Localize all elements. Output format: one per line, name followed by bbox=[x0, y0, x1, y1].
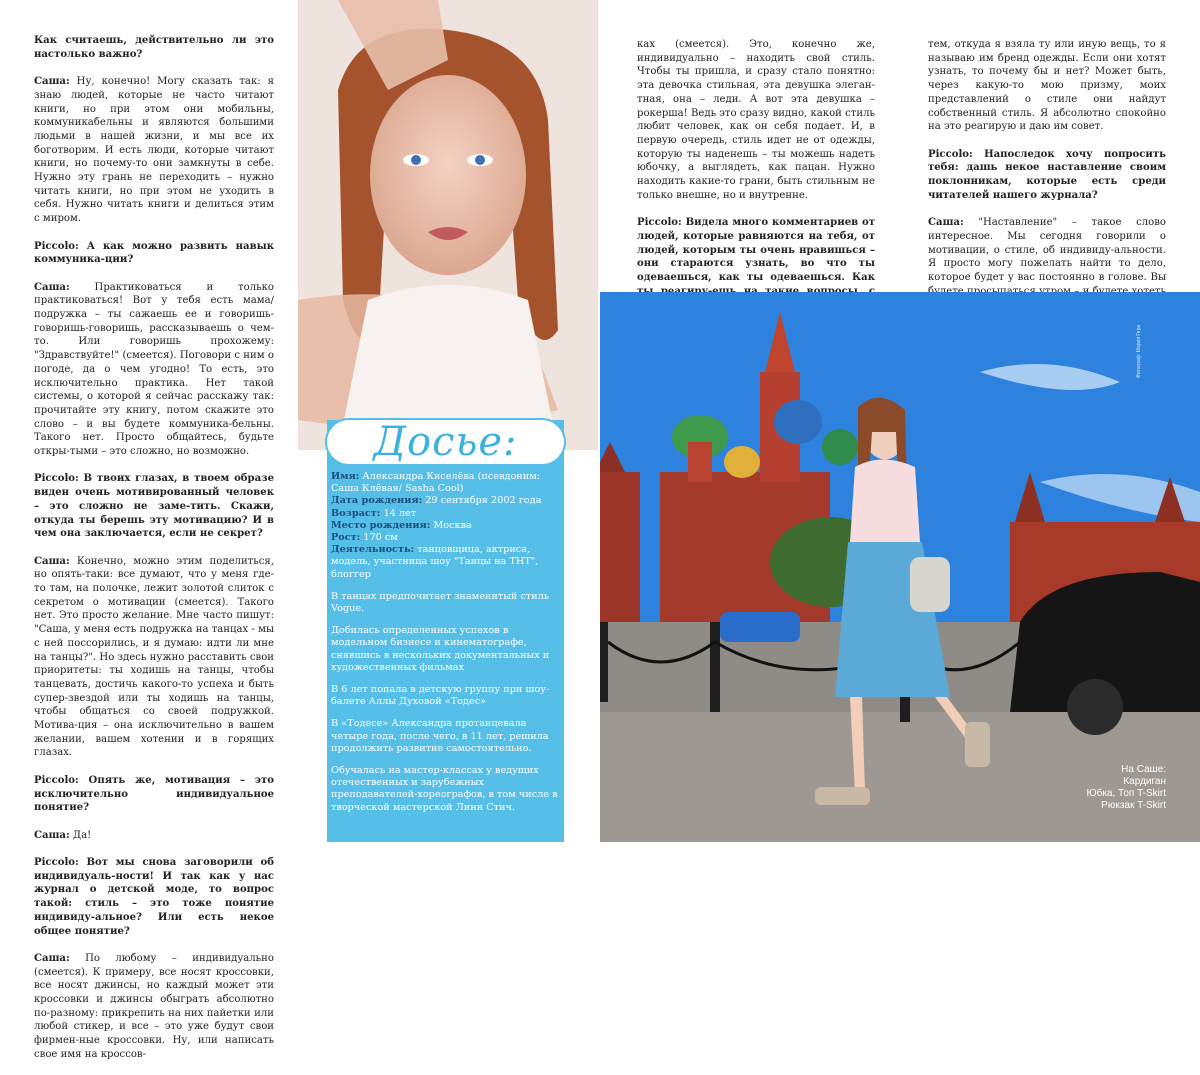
answer-text: Ну, конечно! Могу сказать так: я знаю людей, которые не часто читают книги, но при этом они мобильны, коммуникабельны и являются большими людьми в нашей жизни, и мы все их боготворим. И есть люди, которые читают книги, но почему-то они замкнуты в себе. Нужно эту грань не переходить – нужно читать книги, но при этом не уходить в себя. Нужно читать книги и делиться этим с миром. bbox=[34, 76, 274, 225]
speaker-label: Саша: bbox=[34, 555, 70, 567]
dossier-fields bbox=[331, 471, 559, 581]
dossier-field-label: Место рождения: bbox=[331, 519, 431, 531]
dossier-field-label: Дата рождения: bbox=[331, 495, 423, 507]
answer-text: Практиковаться и только практиковаться! Вот у тебя есть мама/подружка – ты сажаешь ее и говоришь-говоришь-говоришь, рассказываешь о чем-то. Или говоришь прохожему: "Здравствуйте!" (смеется). Поговори с ним о погоде, да о чем угодно! То есть, это исключительно практика. Нет такой системы, о которой я сейчас расскажу так: прочитайте эту книгу, потом скажите это слово – и вы будете коммуника-бельны. Такого нет. Просто общайтесь, будьте откры-тыми – это сложно, но возможно. bbox=[34, 281, 274, 458]
portrait-photo bbox=[298, 0, 598, 450]
interview-question: Piccolo: Вот мы снова заговорили об индивидуаль-ности! И так как у нас журнал о детской моде, то вопрос такой: стиль – это тоже понятие индивиду-альное? Или есть некое общее понятие? bbox=[34, 857, 274, 937]
interview-answer bbox=[34, 281, 274, 459]
dossier-paragraphs bbox=[331, 591, 559, 814]
interview-question: Piccolo: Напоследок хочу попросить тебя: дашь некое наставление своим поклонникам, которые есть среди читателей нашего журнала? bbox=[928, 148, 1166, 201]
interview-answer bbox=[34, 829, 274, 843]
answer-text: "Наставление" – такое слово интересное. Мы сегодня говорили о мотивации, о стиле, об индивиду-альности. Я просто могу пожелать найти то дело, которое будет у вас постоянно в голове. Вы bbox=[928, 217, 1166, 283]
interview-answer bbox=[34, 75, 274, 226]
dossier-field-value: Москва bbox=[430, 519, 472, 531]
dossier-title-badge bbox=[327, 420, 564, 464]
dossier-field-label: Рост: bbox=[331, 532, 361, 544]
dossier-field-label: Деятельность: bbox=[331, 544, 415, 556]
interview-answer bbox=[34, 555, 274, 761]
interview-question: Piccolo: Опять же, мотивация – это исключительно индивидуальное понятие? bbox=[34, 774, 274, 814]
dossier-field-value: Александра Киселёва (псевдоним: Саша Клёвая/ Sasha Cool) bbox=[331, 471, 541, 495]
caption-heading: На Саше: bbox=[1121, 764, 1166, 775]
answer-text: Конечно, можно этим поделиться, но опять-таки: все думают, что у меня где-то там, на полочке, лежит золотой слиток с секретом о мотивации (смеется). Такого нет. Это просто желание. Мне часто пишут: "Саша, у меня есть подружка на танцах - мы с ней поссорились, и я думаю: идти ли мне на танцы?". Но здесь нужно расставить свои приоритеты: ты ходишь на танцы, чтобы танцевать, достичь какого-то успеха и быть супер-звездой или ты ходишь на танцы, чтобы общаться со своей подружкой. Мотива-ция – она исключительно в вашем желании, вашем хотении и в горящих глазах. bbox=[34, 555, 274, 759]
interview-answer bbox=[928, 38, 1166, 134]
dossier-title: Досье: bbox=[373, 419, 518, 465]
interview-question: Piccolo: А как можно развить навык коммуника-ции? bbox=[34, 240, 274, 266]
portrait-illustration bbox=[298, 0, 598, 450]
caption-item: Юбка, Топ T-Skirt bbox=[1086, 788, 1166, 799]
speaker-label: Саша: bbox=[928, 217, 964, 229]
speaker-label: Саша: bbox=[34, 76, 70, 88]
interview-question: Piccolo: Видела много комментариев от людей, которые равняются на тебя, от людей, которым ты очень нравишься – они стараются узнать, во что ты одеваешься, как ты одеваешься. Как bbox=[637, 217, 875, 283]
dossier-field-value: 29 сентября 2002 года bbox=[422, 495, 542, 507]
caption-items bbox=[1086, 776, 1166, 812]
speaker-label: Саша: bbox=[34, 281, 70, 293]
dossier-field-label: Возраст: bbox=[331, 507, 381, 519]
caption-item: Кардиган bbox=[1123, 776, 1166, 787]
photo-credit: Фотограф: Мария Гера bbox=[1136, 324, 1142, 378]
dossier-paragraph: В «Тодесе» Александра протанцевала четыре года, после чего, в 11 лет, решила продолжить развитие самостоятельно. bbox=[331, 718, 549, 754]
dossier-paragraph: Обучалась на мастер-классах у ведущих отечественных и зарубежных преподавателей-хореографов, в том числе в творческой мастерской Линн Стич. bbox=[331, 765, 558, 813]
dossier-paragraph: В танцах предпочитает знаменитый стиль Vogue. bbox=[331, 590, 550, 615]
interview-question: Как считаешь, действительно ли это настолько важно? bbox=[34, 35, 274, 60]
speaker-label: Саша: bbox=[34, 952, 70, 964]
answer-text: тем, откуда я взяла ту или иную вещь, то я называю им бренд одежды. Если они хотят узнать, то почему бы и нет? Может быть, через какую-то мою призму, моих представлений о стиле они найдут собственный стиль. Я абсолютно спокойно на это реагирую и даю им совет. bbox=[928, 39, 1166, 133]
answer-text: Да! bbox=[69, 829, 92, 841]
interview-answer bbox=[34, 952, 274, 1062]
interview-question: Piccolo: В твоих глазах, в твоем образе виден очень мотивированный человек – это сложно не заме-тить. Скажи, откуда ты берешь эту мотивацию? И в чем она заключается, если не секрет? bbox=[34, 473, 274, 540]
dossier-field-value: 170 см bbox=[360, 532, 398, 544]
dossier-body bbox=[331, 471, 559, 824]
interview-answer bbox=[637, 38, 875, 202]
dossier-field-label: Имя: bbox=[331, 471, 360, 482]
outfit-caption bbox=[1086, 764, 1166, 812]
dossier-field-value: танцовщица, актриса, модель, участница шоу "Танцы на ТНТ", блоггер bbox=[331, 544, 539, 580]
dossier-paragraph: Добилась определенных успехов в модельном бизнесе и кинематографе, снявшись в нескольких документальных и художественных фильмах bbox=[331, 625, 550, 673]
article-column-1 bbox=[34, 34, 274, 1075]
speaker-label: Саша: bbox=[34, 829, 70, 841]
red-square-photo bbox=[600, 292, 1200, 842]
answer-text: По любому – индивидуально (смеется). К примеру, все носят кроссовки, все носят джинсы, но каждый может эти кроссовки и джинсы обыграть абсолютно по-разному: прикрепить на них пайетки или любой стикер, и все – это уже будут свои фирмен-ные кроссовки. Ну, или написать свое имя на кроссов- bbox=[34, 952, 274, 1060]
answer-text: ках (смеется). Это, конечно же, индивидуально – находить свой стиль. Чтобы ты пришла, и сразу стало понятно: эта девочка стильная, эта девушка элеган-тная, она – леди. А вот эта девушка – рокерша! Ведь это сразу видно, какой стиль любит человек, как он себя подает. И, в первую очередь, стиль идет не от одежды, которую ты наденешь – ты можешь надеть юбочку, а выглядеть, как пацан. Нужно находить какие-то грани, быть стильным не только внешне, но и внутренне. bbox=[637, 39, 875, 201]
caption-item: Рюкзак T-Skirt bbox=[1101, 800, 1166, 811]
red-square-illustration bbox=[600, 292, 1200, 842]
dossier-field-value: 14 лет bbox=[380, 507, 417, 519]
dossier-paragraph: В 6 лет попала в детскую группу при шоу-балете Аллы Духовой «Тодес» bbox=[331, 684, 550, 708]
